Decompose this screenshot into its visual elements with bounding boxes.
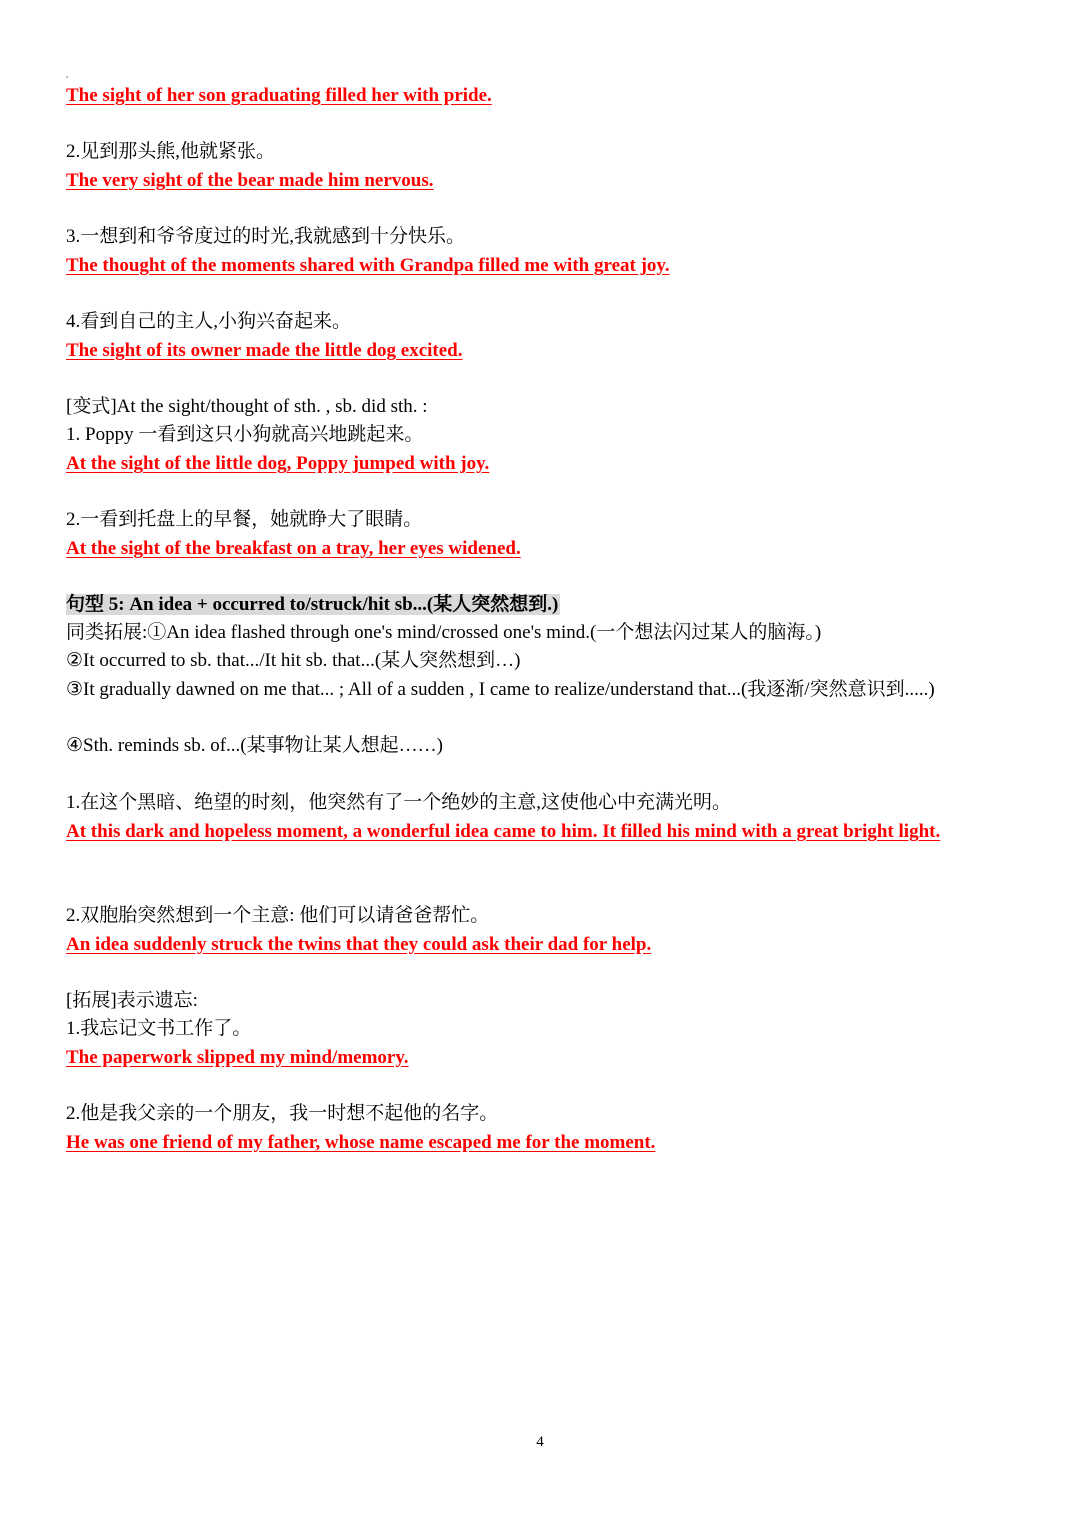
variant-answer-1: At the sight of the little dog, Poppy jumped with joy. — [66, 453, 490, 474]
extension-prompt-2: 2.他是我父亲的一个朋友，我一时想不起他的名字。 — [66, 1103, 499, 1124]
variant-answer-2: At the sight of the breakfast on a tray, her eyes widened. — [66, 538, 521, 559]
answer-sentence-3: The thought of the moments shared with Grandpa filled me with great joy. — [66, 255, 670, 276]
similar-expansion-1: 同类拓展:①An idea flashed through one's mind/crossed one's mind.(一个想法闪过某人的脑海。) — [66, 622, 822, 643]
extension-answer-1: The paperwork slipped my mind/memory. — [66, 1047, 409, 1068]
extension-prompt-1: 1.我忘记文书工作了。 — [66, 1018, 252, 1039]
extension-answer-2: He was one friend of my father, whose name escaped me for the moment. — [66, 1132, 656, 1153]
answer-sentence-1: The sight of her son graduating filled her with pride. — [66, 85, 492, 106]
prompt-sentence-2: 2.见到那头熊,他就紧张。 — [66, 141, 276, 162]
variant-prompt-2: 2.一看到托盘上的早餐，她就睁大了眼睛。 — [66, 509, 423, 530]
pattern-5-answer-1: At this dark and hopeless moment, a wonderful idea came to him. It filled his mind with a great bright light. — [66, 821, 941, 842]
pattern-5-prompt-1: 1.在这个黑暗、绝望的时刻，他突然有了一个绝妙的主意,这使他心中充满光明。 — [66, 792, 732, 813]
pattern-5-heading — [66, 591, 560, 619]
variant-prompt-1: 1. Poppy 一看到这只小狗就高兴地跳起来。 — [66, 424, 424, 445]
pattern-5-title: 句型 5: An idea + occurred to/struck/hit sb...(某人突然想到.) — [66, 594, 559, 615]
variant-header: [变式]At the sight/thought of sth. , sb. did sth. : — [66, 396, 428, 417]
answer-sentence-2: The very sight of the bear made him nervous. — [66, 170, 434, 191]
pattern-5-prompt-2: 2.双胞胎突然想到一个主意: 他们可以请爸爸帮忙。 — [66, 905, 490, 926]
similar-expansion-3: ③It gradually dawned on me that... ; All of a sudden , I came to realize/understand that...(我逐渐/突然意识到.....) — [66, 679, 935, 700]
prompt-sentence-4: 4.看到自己的主人,小狗兴奋起来。 — [66, 311, 352, 332]
similar-expansion-2: ②It occurred to sb. that.../It hit sb. that...(某人突然想到…) — [66, 650, 521, 671]
pattern-5-answer-2: An idea suddenly struck the twins that they could ask their dad for help. — [66, 934, 652, 955]
extension-header: [拓展]表示遗忘: — [66, 990, 198, 1011]
page-number: 4 — [536, 1434, 544, 1450]
prompt-sentence-3: 3.一想到和爷爷度过的时光,我就感到十分快乐。 — [66, 226, 466, 247]
answer-sentence-4: The sight of its owner made the little dog excited. — [66, 340, 463, 361]
similar-expansion-4: ④Sth. reminds sb. of...(某事物让某人想起……) — [66, 735, 443, 756]
stray-mark — [66, 76, 68, 78]
